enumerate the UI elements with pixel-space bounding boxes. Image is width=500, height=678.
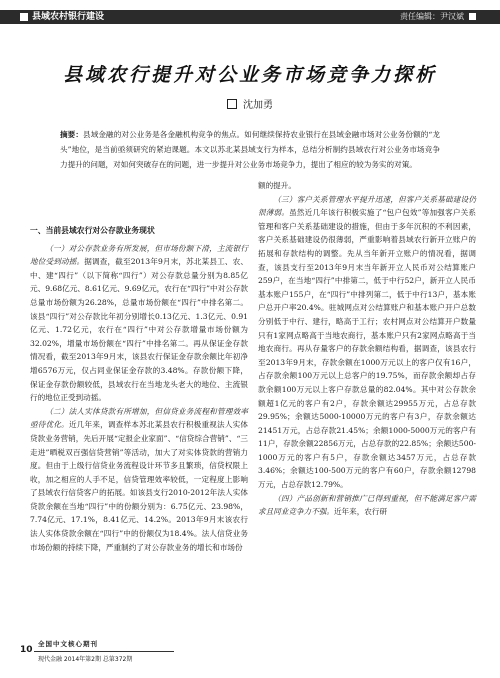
paragraph-4-text: 近年来，农行研 bbox=[333, 507, 388, 517]
issue-info: 现代金融 2014年第2期 总第372期 bbox=[38, 656, 133, 663]
editor-credit: 责任编辑：尹汉斌 bbox=[400, 12, 464, 21]
abstract-label: 摘要： bbox=[60, 130, 84, 139]
page-footer bbox=[20, 635, 490, 671]
header-bar bbox=[0, 0, 500, 26]
header-square-icon-right bbox=[469, 13, 476, 20]
paragraph-4 bbox=[258, 492, 476, 519]
section-title: 县域农村银行建设 bbox=[32, 12, 105, 22]
right-column bbox=[258, 179, 476, 519]
paragraph-1 bbox=[30, 242, 248, 405]
paragraph-2-text: 近几年来，调查样本苏北某县农行积极重视法人实体贷款业务营销，先后开展“定报企业家面”、“信贷综合营销”、“三走进”晒税双百强信贷营销”等活动，加大了对实体贷款的营销力度。但由于上级行信贷业务流程设计环节多且繁琐，信贷权限上收，加之相应的人手不足，信贷管理效率较低，一定程度上影响了县域农行信贷客户的拓展。如该县支行2010-2012年法人实体贷款余额在当地“四行”中的份额分别为：6.75亿元、23.98%，7.74亿元、17.1%，8.41亿元、14.2%。2013年9月末该农行法人实体贷款余额在“四行”中的份额仅为18.4%。法人信贷业务市场份额的持续下降，严重制约了对公存款业务的增长和市场份 bbox=[30, 420, 249, 552]
page-number: 10 bbox=[20, 645, 33, 655]
abstract bbox=[60, 127, 440, 172]
subheading-3: （三）客户关系管理水平提升迅速，但客户关系基础建设仍很薄弱。 bbox=[258, 194, 476, 218]
footer-divider bbox=[34, 651, 174, 652]
paragraph-0-text: 额的提升。 bbox=[258, 181, 296, 190]
abstract-text: 县域金融的对公业务是各金融机构竞争的焦点。如何继续保持农业银行在县域金融市场对公业务份额的“龙头”地位，是当前亟须研究的紧迫课题。本文以苏北某县域支行为样本，总结分析制约县域农行对公业务市场竞争力提升的问题，对如何突破存在的问题，进一步提升对公业务市场竞争力，提出了相应的较为务实的对策。 bbox=[60, 130, 440, 169]
paragraph-3-text: 虽然近几年该行积极实施了“包户包效”等加强客户关系管理和客户关系基础建设的措施，但由于多年沉积的不利因素，客户关系基础建设仍很薄弱，严重影响着县域农行新开立账户的拓展和存款结构的调整。先从当年新开立账户的情况看，据调查，该县支行至2013年9月末当年新开立人民币对公结算账户259户，在当地“四行”中排第二，低于中行52户，新开立人民币基本账户155户，在“四行”中排列第二，低于中行13户，基本账户总开户率20.4%。驻城网点对公结算账户和基本账户开户总数分别低于中行、建行，略高于工行；农村网点对公结算开户数量只有1家网点略高于当地农商行，基本账户只有2家网点略高于当地农商行。再从存量客户的存款余额结构看，据调查，该县农行至2013年9月末，存款余额在1000万元以上的客户仅有16户，占存款余额100万元以上总客户的19.75%，而存款余额却占存款余额100万元以上客户存款总量的82.04%。其中对公存款余额超1亿元的客户有2户，存款余额达29955万元，占总存款29.95%；余额达5000-10000万元的客户有3户，存款余额达21451万元，占总存款21.45%；余额1000-5000万元的客户有11户，存款余额22856万元，占总存款的22.85%；余额达500-1000万元的客户有5户，存款余额达3457万元，占总存款3.46%；余额达100-500万元的客户有60户，存款余额12798万元，占总存款12.79%。 bbox=[258, 208, 477, 490]
paragraph-2 bbox=[30, 405, 248, 555]
header-square-icon bbox=[20, 13, 28, 21]
author-box-icon bbox=[227, 99, 237, 109]
left-column bbox=[30, 222, 248, 554]
paragraph-1-text: 据调查，截至2013年9月末，苏北某县工、农、中、建“四行”（以下简称“四行”）对公存款总量分别为8.85亿元、9.68亿元、8.61亿元、9.69亿元，农行在“四行”中对公存款总量市场份额为26.28%，总量市场份额在“四行”中排名第二。该县“四行”对公存款比年初分别增长0.13亿元、1.3亿元、0.91亿元、1.72亿元，农行在“四行”中对公存款增量市场份额为32.02%，增量市场份额在“四行”中排名第二。再从保证金存款情况看，截至2013年9月末，该县农行保证金存款余额比年初净增6576万元，仅占同业保证金存款的3.48%。存款份额下降，保证金存款份额较低，县域农行在当地龙头老大的地位、主流银行的地位正受到动摇。 bbox=[30, 257, 248, 403]
article-title: 县域农行提升对公业务市场竞争力探析 bbox=[62, 64, 437, 86]
author-line bbox=[0, 96, 500, 111]
subheading-1: （一）对公存款业务有所发展，但市场份额下滑，主流银行地位受到动摇。 bbox=[30, 243, 248, 267]
subheading-2: （二）法人实体贷款有所增加，但信贷业务流程和管理效率亟待优化。 bbox=[30, 406, 248, 430]
journal-name: 全国中文核心期刊 bbox=[38, 640, 98, 648]
author-name: 沈加勇 bbox=[243, 100, 273, 111]
section-heading: 一、当前县域农行对公存款业务现状 bbox=[30, 226, 155, 235]
subheading-4: （四）产品创新和营销推广已得到重视，但不能满足客户需求且同业竞争力不强。 bbox=[258, 493, 476, 517]
paragraph-3 bbox=[258, 193, 476, 492]
